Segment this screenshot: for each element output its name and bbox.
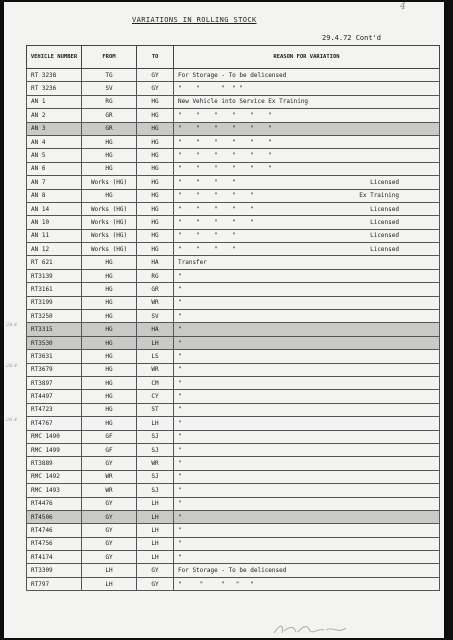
vehicle-number-cell: RT3530	[27, 336, 82, 349]
table-row	[27, 135, 440, 148]
reason-text: "	[178, 272, 182, 280]
reason-text: "	[178, 446, 182, 454]
reason-text: " " " " " "	[178, 152, 272, 160]
reason-text: "	[178, 526, 182, 534]
table-row	[27, 202, 440, 215]
table-row	[27, 484, 440, 497]
from-cell: RG	[82, 95, 137, 108]
reason-cell	[174, 564, 440, 577]
table-row	[27, 457, 440, 470]
vehicle-number-cell: RT 621	[27, 256, 82, 269]
vehicle-number-cell: RT3315	[27, 323, 82, 336]
reason-text: "	[178, 500, 182, 508]
to-cell: GY	[137, 82, 174, 95]
table-row	[27, 510, 440, 523]
from-cell: HG	[82, 310, 137, 323]
reason-cell	[174, 417, 440, 430]
vehicle-number-cell: RT3679	[27, 363, 82, 376]
reason-note: Licensed	[370, 218, 399, 226]
vehicle-number-cell: AN 7	[27, 176, 82, 189]
reason-cell	[174, 470, 440, 483]
reason-text: " " " "	[178, 245, 236, 253]
reason-text: "	[178, 393, 182, 401]
vehicle-number-cell: RMC 1499	[27, 443, 82, 456]
table-row	[27, 577, 440, 590]
vehicle-number-cell: AN 12	[27, 243, 82, 256]
reason-cell	[174, 109, 440, 122]
reason-text: New Vehicle into Service Ex Training	[178, 98, 309, 106]
vehicle-number-cell: RT4506	[27, 510, 82, 523]
reason-cell	[174, 443, 440, 456]
to-cell: WR	[137, 363, 174, 376]
reason-text: " " " " "	[178, 192, 254, 200]
reason-text: "	[178, 285, 182, 293]
to-cell: SJ	[137, 443, 174, 456]
table-row	[27, 122, 440, 135]
reason-cell	[174, 376, 440, 389]
from-cell: HG	[82, 403, 137, 416]
to-cell: HG	[137, 229, 174, 242]
reason-cell	[174, 216, 440, 229]
reason-text: " " " " "	[178, 85, 244, 93]
from-cell: TG	[82, 69, 137, 82]
vehicle-number-cell: AN 5	[27, 149, 82, 162]
to-cell: HG	[137, 202, 174, 215]
table-row	[27, 390, 440, 403]
table-row	[27, 296, 440, 309]
reason-cell	[174, 149, 440, 162]
table-row	[27, 430, 440, 443]
reason-note: Licensed	[370, 232, 399, 240]
reason-text: "	[178, 312, 182, 320]
vehicle-number-cell: RT4476	[27, 497, 82, 510]
vehicle-number-cell: RMC 1492	[27, 470, 82, 483]
reason-text: " " " " " "	[178, 125, 272, 133]
reason-cell	[174, 69, 440, 82]
from-cell: Works (HG)	[82, 229, 137, 242]
margin-note: 24.4	[6, 322, 18, 328]
to-cell: LH	[137, 336, 174, 349]
to-cell: CY	[137, 390, 174, 403]
vehicle-number-cell: RT4767	[27, 417, 82, 430]
to-cell: GY	[137, 69, 174, 82]
from-cell: HG	[82, 336, 137, 349]
table-row	[27, 189, 440, 202]
from-cell: Works (HG)	[82, 202, 137, 215]
reason-text: "	[178, 379, 182, 387]
from-cell: HG	[82, 135, 137, 148]
vehicle-number-cell: AN 1	[27, 95, 82, 108]
to-cell: HG	[137, 109, 174, 122]
to-cell: HG	[137, 243, 174, 256]
reason-cell	[174, 296, 440, 309]
reason-text: "	[178, 460, 182, 468]
reason-text: "	[178, 366, 182, 374]
from-cell: LH	[82, 564, 137, 577]
vehicle-number-cell: AN 14	[27, 202, 82, 215]
reason-cell	[174, 310, 440, 323]
reason-cell	[174, 577, 440, 590]
reason-cell	[174, 135, 440, 148]
reason-note: Licensed	[370, 178, 399, 186]
reason-text: " " " " "	[178, 205, 254, 213]
to-cell: SJ	[137, 470, 174, 483]
to-cell: LH	[137, 510, 174, 523]
reason-note: Ex Training	[359, 192, 399, 200]
vehicle-number-cell: RT3250	[27, 310, 82, 323]
reason-note: Licensed	[370, 245, 399, 253]
rolling-stock-table	[26, 45, 440, 591]
vehicle-number-cell: AN 10	[27, 216, 82, 229]
reason-cell	[174, 256, 440, 269]
reason-cell	[174, 82, 440, 95]
table-row	[27, 564, 440, 577]
reason-text: " " " " " "	[178, 138, 272, 146]
from-cell: HG	[82, 162, 137, 175]
reason-cell	[174, 350, 440, 363]
from-cell: GR	[82, 109, 137, 122]
reason-text: "	[178, 419, 182, 427]
header-from: FROM	[82, 46, 137, 69]
table-row	[27, 363, 440, 376]
reason-cell	[174, 95, 440, 108]
reason-text: Transfer	[178, 259, 207, 267]
reason-text: "	[178, 553, 182, 561]
reason-cell	[174, 336, 440, 349]
to-cell: GR	[137, 283, 174, 296]
reason-cell	[174, 363, 440, 376]
reason-cell	[174, 457, 440, 470]
header-vehicle: VEHICLE NUMBER	[27, 46, 82, 69]
from-cell: HG	[82, 149, 137, 162]
vehicle-number-cell: AN 11	[27, 229, 82, 242]
table-row	[27, 443, 440, 456]
from-cell: GY	[82, 537, 137, 550]
vehicle-number-cell: RT3139	[27, 269, 82, 282]
reason-text: For Storage - To be delicensed	[178, 567, 287, 575]
table-row	[27, 82, 440, 95]
from-cell: LH	[82, 577, 137, 590]
reason-text: "	[178, 352, 182, 360]
reason-text: " " " "	[178, 178, 236, 186]
document-date: 29.4.72 Cont'd	[322, 34, 382, 42]
signature	[270, 622, 350, 636]
margin-note: 28.4	[6, 363, 18, 369]
table-row	[27, 149, 440, 162]
reason-text: "	[178, 326, 182, 334]
from-cell: GY	[82, 510, 137, 523]
reason-text: " " " " " "	[178, 111, 272, 119]
reason-cell	[174, 189, 440, 202]
table-row	[27, 323, 440, 336]
to-cell: LH	[137, 551, 174, 564]
reason-cell	[174, 390, 440, 403]
from-cell: GY	[82, 551, 137, 564]
vehicle-number-cell: RT3161	[27, 283, 82, 296]
reason-cell	[174, 510, 440, 523]
reason-text: For Storage - To be delicensed	[178, 71, 287, 79]
reason-text: " " " " "	[178, 580, 254, 588]
from-cell: HG	[82, 296, 137, 309]
to-cell: GY	[137, 564, 174, 577]
table-row	[27, 376, 440, 389]
table-row	[27, 109, 440, 122]
vehicle-number-cell: RT4497	[27, 390, 82, 403]
from-cell: GF	[82, 443, 137, 456]
reason-cell	[174, 403, 440, 416]
vehicle-number-cell: RT4746	[27, 524, 82, 537]
table-row	[27, 537, 440, 550]
from-cell: HG	[82, 256, 137, 269]
from-cell: Works (HG)	[82, 216, 137, 229]
table-row	[27, 176, 440, 189]
to-cell: RG	[137, 269, 174, 282]
table-row	[27, 470, 440, 483]
table-row	[27, 95, 440, 108]
table-row	[27, 216, 440, 229]
vehicle-number-cell: AN 3	[27, 122, 82, 135]
table-body	[27, 69, 440, 591]
vehicle-number-cell: RT4174	[27, 551, 82, 564]
to-cell: LH	[137, 524, 174, 537]
from-cell: Works (HG)	[82, 243, 137, 256]
from-cell: GR	[82, 122, 137, 135]
from-cell: SV	[82, 82, 137, 95]
reason-text: "	[178, 339, 182, 347]
to-cell: SJ	[137, 484, 174, 497]
vehicle-number-cell: RT3631	[27, 350, 82, 363]
table-row	[27, 336, 440, 349]
reason-cell	[174, 537, 440, 550]
reason-cell	[174, 551, 440, 564]
from-cell: GY	[82, 457, 137, 470]
to-cell: HG	[137, 122, 174, 135]
vehicle-number-cell: RT4756	[27, 537, 82, 550]
to-cell: HG	[137, 135, 174, 148]
table-row	[27, 403, 440, 416]
table-header-row	[27, 46, 440, 69]
vehicle-number-cell: AN 8	[27, 189, 82, 202]
from-cell: HG	[82, 350, 137, 363]
to-cell: HA	[137, 323, 174, 336]
header-to: TO	[137, 46, 174, 69]
vehicle-number-cell: RT 3236	[27, 82, 82, 95]
from-cell: HG	[82, 269, 137, 282]
reason-text: "	[178, 299, 182, 307]
table-row	[27, 269, 440, 282]
reason-cell	[174, 269, 440, 282]
to-cell: LH	[137, 537, 174, 550]
from-cell: HG	[82, 390, 137, 403]
from-cell: HG	[82, 283, 137, 296]
margin-note: 26.4	[6, 417, 18, 423]
reason-cell	[174, 323, 440, 336]
table-row	[27, 310, 440, 323]
table-row	[27, 162, 440, 175]
vehicle-number-cell: AN 4	[27, 135, 82, 148]
from-cell: HG	[82, 323, 137, 336]
reason-text: " " " " " "	[178, 165, 272, 173]
vehicle-number-cell: RT3199	[27, 296, 82, 309]
reason-cell	[174, 202, 440, 215]
to-cell: LS	[137, 350, 174, 363]
to-cell: CM	[137, 376, 174, 389]
to-cell: GY	[137, 577, 174, 590]
from-cell: GY	[82, 524, 137, 537]
page-number: 4	[400, 2, 406, 12]
from-cell: HG	[82, 189, 137, 202]
to-cell: HG	[137, 95, 174, 108]
table-row	[27, 417, 440, 430]
vehicle-number-cell: RMC 1493	[27, 484, 82, 497]
to-cell: ST	[137, 403, 174, 416]
reason-text: "	[178, 473, 182, 481]
table-row	[27, 69, 440, 82]
to-cell: SV	[137, 310, 174, 323]
table-row	[27, 524, 440, 537]
reason-text: "	[178, 406, 182, 414]
reason-cell	[174, 176, 440, 189]
to-cell: HG	[137, 189, 174, 202]
from-cell: GF	[82, 430, 137, 443]
reason-cell	[174, 243, 440, 256]
table-row	[27, 256, 440, 269]
document-title: VARIATIONS IN ROLLING STOCK	[132, 16, 257, 24]
vehicle-number-cell: RT797	[27, 577, 82, 590]
to-cell: HG	[137, 162, 174, 175]
reason-text: "	[178, 513, 182, 521]
to-cell: LH	[137, 497, 174, 510]
to-cell: WR	[137, 457, 174, 470]
table-row	[27, 497, 440, 510]
to-cell: HG	[137, 216, 174, 229]
reason-note: Licensed	[370, 205, 399, 213]
reason-text: "	[178, 540, 182, 548]
table-row	[27, 243, 440, 256]
table-row	[27, 229, 440, 242]
from-cell: GY	[82, 497, 137, 510]
reason-text: "	[178, 486, 182, 494]
to-cell: SJ	[137, 430, 174, 443]
reason-text: " " " " "	[178, 218, 254, 226]
reason-cell	[174, 430, 440, 443]
vehicle-number-cell: AN 6	[27, 162, 82, 175]
vehicle-number-cell: RT3889	[27, 457, 82, 470]
vehicle-number-cell: RT3309	[27, 564, 82, 577]
from-cell: HG	[82, 417, 137, 430]
reason-cell	[174, 229, 440, 242]
vehicle-number-cell: RT 3238	[27, 69, 82, 82]
reason-cell	[174, 283, 440, 296]
vehicle-number-cell: RMC 1490	[27, 430, 82, 443]
reason-cell	[174, 162, 440, 175]
reason-cell	[174, 122, 440, 135]
vehicle-number-cell: AN 2	[27, 109, 82, 122]
reason-text: "	[178, 433, 182, 441]
header-reason: REASON FOR VARIATION	[174, 46, 440, 69]
to-cell: HG	[137, 176, 174, 189]
reason-text: " " " "	[178, 232, 236, 240]
from-cell: Works (HG)	[82, 176, 137, 189]
to-cell: HG	[137, 149, 174, 162]
to-cell: LH	[137, 417, 174, 430]
to-cell: HA	[137, 256, 174, 269]
reason-cell	[174, 497, 440, 510]
from-cell: HG	[82, 376, 137, 389]
from-cell: HG	[82, 363, 137, 376]
table-row	[27, 551, 440, 564]
vehicle-number-cell: RT4723	[27, 403, 82, 416]
table-row	[27, 350, 440, 363]
table-row	[27, 283, 440, 296]
from-cell: WR	[82, 484, 137, 497]
reason-cell	[174, 484, 440, 497]
to-cell: WR	[137, 296, 174, 309]
vehicle-number-cell: RT3897	[27, 376, 82, 389]
from-cell: WR	[82, 470, 137, 483]
reason-cell	[174, 524, 440, 537]
